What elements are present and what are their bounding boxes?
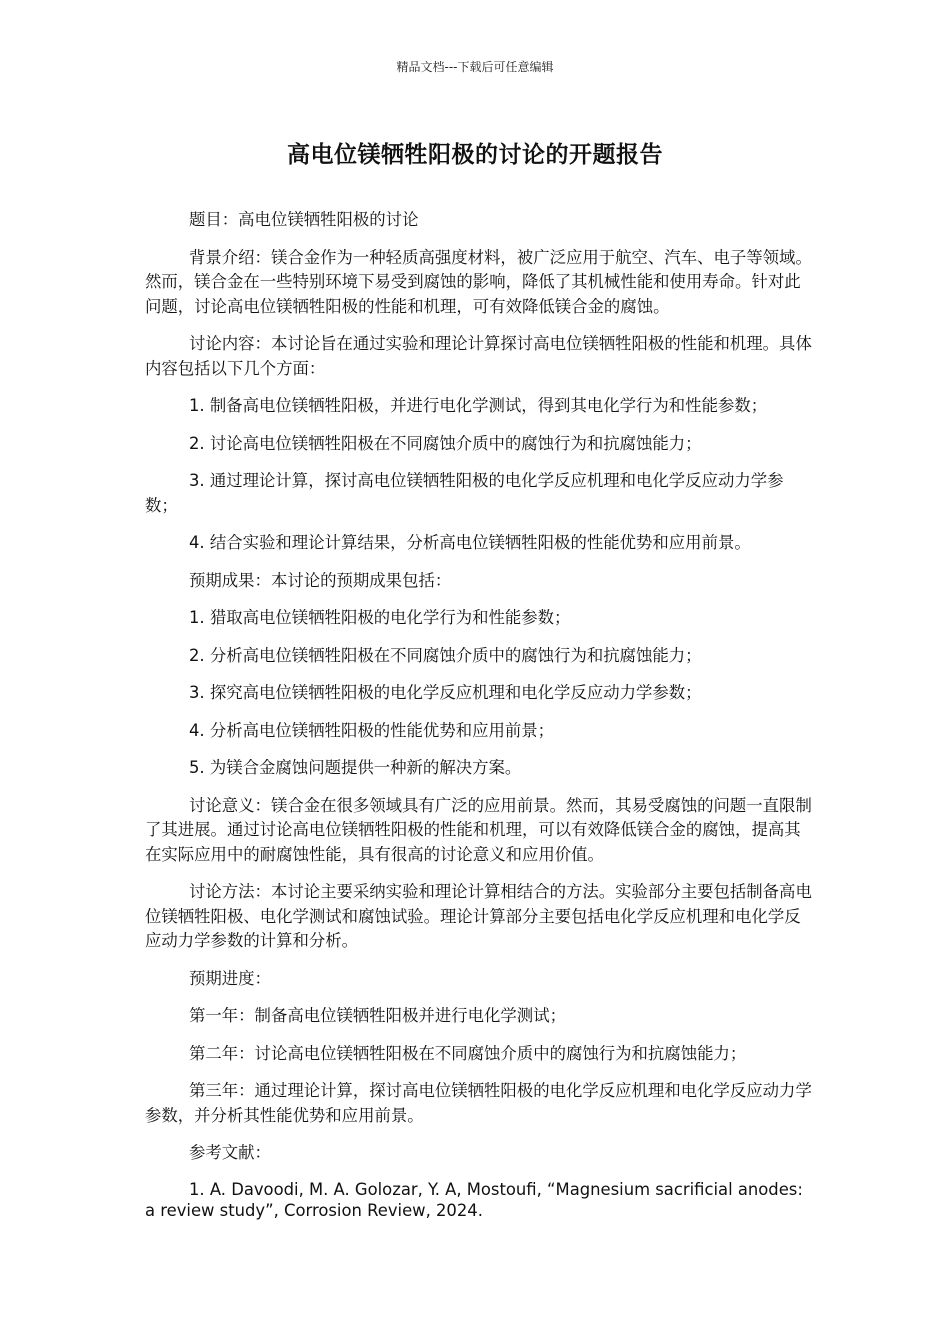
document-paragraph: 第二年：讨论高电位镁牺牲阳极在不同腐蚀介质中的腐蚀行为和抗腐蚀能力； (189, 1043, 747, 1063)
document-paragraph: 预期成果：本讨论的预期成果包括： (189, 570, 452, 590)
document-body (145, 208, 813, 1235)
document-paragraph: 3. 探究高电位镁牺牲阳极的电化学反应机理和电化学反应动力学参数； (189, 683, 702, 702)
document-title: 高电位镁牺牲阳极的讨论的开题报告 (287, 142, 663, 168)
document-paragraph: 1. A. Davoodi, M. A. Golozar, Y. A, Mostoufi, “Magnesium sacrificial anodes: a review study”, Corrosion Review, 2024. (145, 1179, 803, 1220)
document-paragraph: 讨论内容：本讨论旨在通过实验和理论计算探讨高电位镁牺牲阳极的性能和机理。具体内容包括以下几个方面： (145, 334, 812, 378)
document-paragraph: 2. 分析高电位镁牺牲阳极在不同腐蚀介质中的腐蚀行为和抗腐蚀能力； (189, 645, 702, 665)
document-paragraph: 第一年：制备高电位镁牺牲阳极并进行电化学测试； (189, 1006, 566, 1025)
document-paragraph: 讨论意义：镁合金在很多领域具有广泛的应用前景。然而，其易受腐蚀的问题一直限制了其进展。通过讨论高电位镁牺牲阳极的性能和机理，可以有效降低镁合金的腐蚀，提高其在实际应用中的耐腐蚀性能，具有很高的讨论意义和应用价值。 (145, 795, 812, 864)
document-paragraph: 5. 为镁合金腐蚀问题提供一种新的解决方案。 (189, 758, 522, 777)
document-paragraph: 3. 通过理论计算，探讨高电位镁牺牲阳极的电化学反应机理和电化学反应动力学参数； (145, 471, 784, 515)
document-paragraph: 参考文献： (189, 1143, 271, 1162)
document-paragraph: 背景介绍：镁合金作为一种轻质高强度材料，被广泛应用于航空、汽车、电子等领域。然而，镁合金在一些特别环境下易受到腐蚀的影响，降低了其机械性能和使用寿命。针对此问题，讨论高电位镁牺牲阳极的性能和机理，可有效降低镁合金的腐蚀。 (145, 247, 812, 316)
document-paragraph: 预期进度： (189, 968, 271, 988)
document-paragraph: 第三年：通过理论计算，探讨高电位镁牺牲阳极的电化学反应机理和电化学反应动力学参数，并分析其性能优势和应用前景。 (145, 1081, 812, 1125)
document-paragraph: 讨论方法：本讨论主要采纳实验和理论计算相结合的方法。实验部分主要包括制备高电位镁牺牲阳极、电化学测试和腐蚀试验。理论计算部分主要包括电化学反应机理和电化学反应动力学参数的计算和分析。 (145, 882, 812, 950)
page-header-watermark: 精品文档---下载后可任意编辑 (396, 60, 554, 74)
document-paragraph: 1. 制备高电位镁牺牲阳极，并进行电化学测试，得到其电化学行为和性能参数； (189, 396, 768, 415)
document-paragraph: 2. 讨论高电位镁牺牲阳极在不同腐蚀介质中的腐蚀行为和抗腐蚀能力； (189, 433, 702, 453)
document-paragraph: 题目：高电位镁牺牲阳极的讨论 (189, 210, 419, 229)
document-paragraph: 1. 猎取高电位镁牺牲阳极的电化学行为和性能参数； (189, 608, 571, 627)
document-paragraph: 4. 结合实验和理论计算结果，分析高电位镁牺牲阳极的性能优势和应用前景。 (189, 533, 751, 552)
document-paragraph: 4. 分析高电位镁牺牲阳极的性能优势和应用前景； (189, 720, 555, 740)
